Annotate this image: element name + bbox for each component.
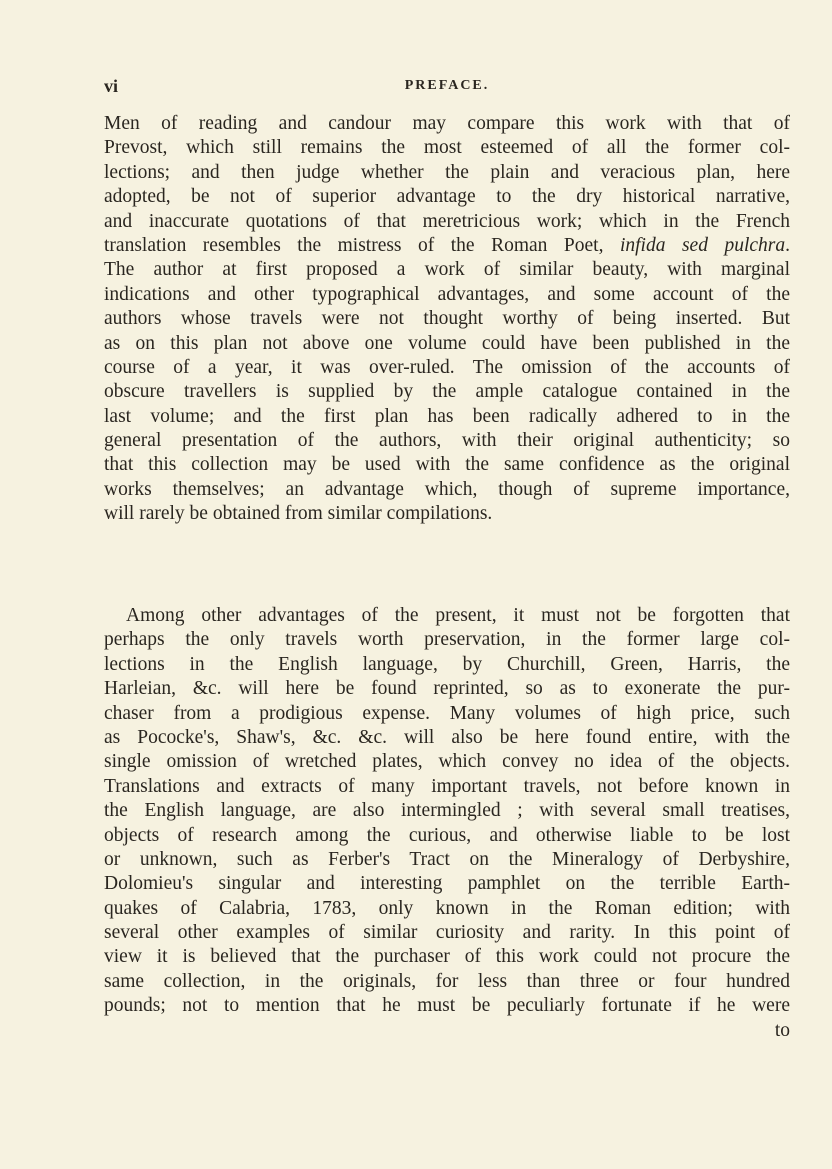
text-line: Dolomieu's singular and interesting pamphlet on the terrible Earth-	[104, 873, 790, 895]
text-line: as on this plan not above one volume could have been published in the	[104, 332, 790, 354]
text-line: or unknown, such as Ferber's Tract on the Mineralogy of Derbyshire,	[104, 848, 790, 870]
page-number: vi	[104, 76, 119, 96]
text-line: perhaps the only travels worth preservation, in the former large col-	[104, 629, 790, 651]
text-line: lections in the English language, by Churchill, Green, Harris, the	[104, 653, 790, 675]
text-line: last volume; and the first plan has been radically adhered to in the	[104, 405, 790, 427]
page-header	[104, 76, 790, 98]
text-line: obscure travellers is supplied by the ample catalogue contained in the	[104, 381, 790, 403]
text-line: general presentation of the authors, with their original authenticity; so	[104, 430, 790, 452]
text-line: works themselves; an advantage which, though of supreme importance,	[104, 478, 790, 500]
text-line: The author at first proposed a work of similar beauty, with marginal	[104, 259, 790, 281]
text-line: Harleian, &c. will here be found reprinted, so as to exonerate the pur-	[104, 678, 790, 700]
text-line: indications and other typographical advantages, and some account of the	[104, 283, 790, 305]
text-line: single omission of wretched plates, which convey no idea of the objects.	[104, 751, 790, 773]
text-line: Men of reading and candour may compare this work with that of	[104, 113, 790, 134]
text-line: and inaccurate quotations of that meretricious work; which in the French	[104, 210, 790, 232]
text-line: will rarely be obtained from similar compilations.	[104, 503, 493, 525]
text-line: as Pococke's, Shaw's, &c. &c. will also be here found entire, with the	[104, 726, 790, 748]
latin-phrase: infida sed pulchra	[619, 234, 786, 256]
text-line: same collection, in the originals, for less than three or four hundred	[104, 970, 790, 992]
text-line: adopted, be not of superior advantage to the dry historical narrative,	[104, 186, 790, 208]
text-line: Prevost, which still remains the most esteemed of all the former col-	[104, 137, 790, 159]
text-line: pounds; not to mention that he must be peculiarly fortunate if he were	[104, 995, 790, 1017]
text-line: quakes of Calabria, 1783, only known in the Roman edition; with	[104, 897, 790, 919]
text-line: lections; and then judge whether the plain and veracious plan, here	[104, 161, 790, 183]
paragraph-2	[104, 604, 790, 1043]
text-line: chaser from a prodigious expense. Many volumes of high price, such	[104, 702, 790, 724]
paragraph-1	[104, 112, 790, 527]
text-line: Among other advantages of the present, it must not be forgotten that	[126, 605, 790, 626]
catchword: to	[774, 1019, 790, 1041]
text-line: the English language, are also intermingled ; with several small treatises,	[104, 800, 790, 822]
text-line: course of a year, it was over-ruled. The omission of the accounts of	[104, 356, 790, 378]
text-line: objects of research among the curious, and otherwise liable to be lost	[104, 824, 790, 846]
text-line: authors whose travels were not thought worthy of being inserted. But	[104, 308, 790, 330]
text-line: view it is believed that the purchaser of this work could not procure the	[104, 946, 790, 968]
text-line: that this collection may be used with the same confidence as the original	[104, 454, 790, 476]
text-line: several other examples of similar curiosity and rarity. In this point of	[104, 922, 790, 944]
text-line: Translations and extracts of many important travels, not before known in	[104, 775, 790, 797]
running-title: PREFACE.	[404, 78, 490, 93]
text-line: translation resembles the mistress of the Roman Poet, infida sed pulchra.	[104, 234, 790, 256]
